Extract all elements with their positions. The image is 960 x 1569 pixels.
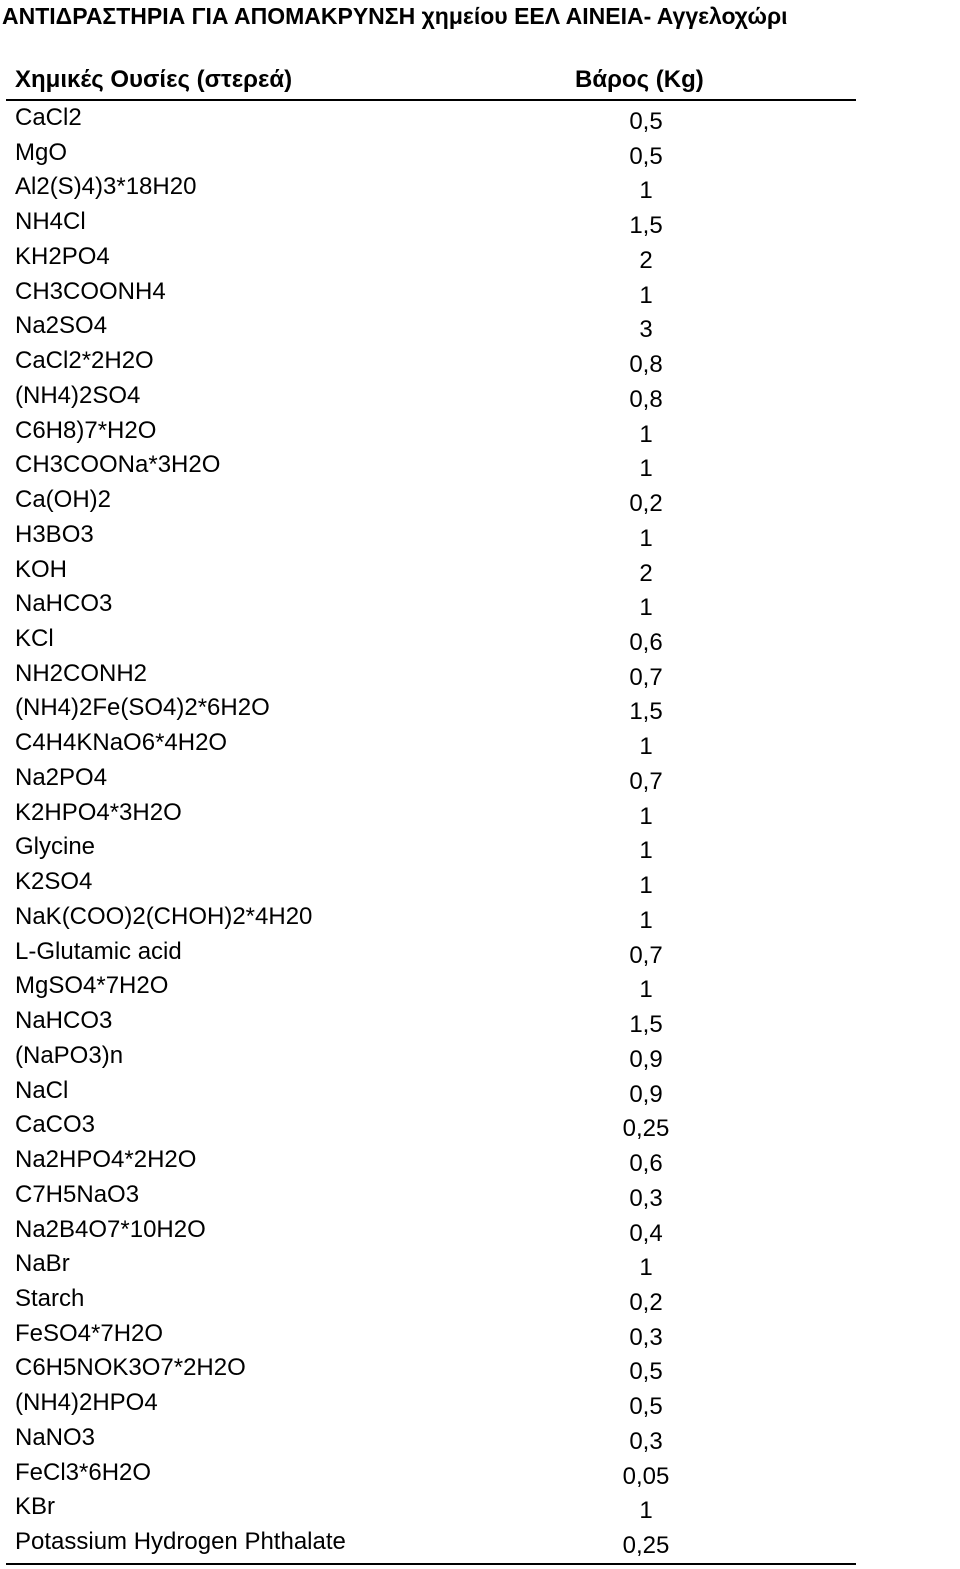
- table-row: [0, 1493, 860, 1528]
- chemical-weight: 2: [639, 246, 653, 274]
- chemical-weight: 0,8: [629, 385, 663, 413]
- table-row: [0, 729, 860, 764]
- chemical-weight: 1,5: [629, 698, 663, 726]
- chemical-weight: 2: [639, 559, 653, 587]
- chemical-name: FeSO4*7H2O: [15, 1319, 164, 1347]
- chemical-name: CaCO3: [15, 1111, 96, 1139]
- table-row: [0, 486, 860, 521]
- chemical-weight: 1: [639, 733, 653, 761]
- table-row: [0, 799, 860, 834]
- table-row: [0, 104, 860, 139]
- chemical-weight: 1: [639, 281, 653, 309]
- chemical-name: MgO: [15, 138, 68, 166]
- chemical-weight: 0,5: [629, 108, 663, 135]
- chemical-name: KBr: [15, 1493, 56, 1521]
- chemical-weight: 0,7: [629, 941, 663, 969]
- chemical-name: CaCl2*2H2O: [15, 347, 154, 375]
- table-row: [0, 1424, 860, 1459]
- table-row: [0, 139, 860, 174]
- table-row: [0, 347, 860, 382]
- chemical-name: MgSO4*7H2O: [15, 972, 169, 1000]
- table-row: [0, 1216, 860, 1251]
- chemical-weight: 1: [639, 976, 653, 1004]
- chemical-weight: 1: [639, 177, 653, 205]
- table-row: [0, 1181, 860, 1216]
- chemical-weight: 0,6: [629, 1150, 663, 1178]
- chemical-weight: 0,7: [629, 767, 663, 795]
- chemical-name: KCl: [15, 625, 54, 653]
- chemical-weight: 0,3: [629, 1184, 663, 1212]
- chemical-weight: 0,8: [629, 351, 663, 379]
- chemical-name: Glycine: [15, 833, 96, 861]
- chemical-name: C6H8)7*H2O: [15, 416, 157, 444]
- chemical-name: Na2HPO4*2H2O: [15, 1146, 197, 1174]
- table-row: [0, 694, 860, 729]
- chemical-name: NaK(COO)2(CHOH)2*4H20: [15, 902, 313, 930]
- chemical-weight: 1,5: [629, 212, 663, 240]
- chemical-name: NH2CONH2: [15, 659, 148, 687]
- table-header: [0, 64, 856, 100]
- document-title: ΑΝΤΙΔΡΑΣΤΗΡΙΑ ΓΙΑ ΑΠΟΜΑΚΡΥΝΣΗ χημείου ΕΕΛ ΑΙΝΕΙΑ- Αγγελοχώρι: [2, 3, 788, 29]
- table-row: [0, 903, 860, 938]
- chemical-name: Na2SO4: [15, 312, 108, 340]
- chemical-name: C4H4KNaO6*4H2O: [15, 729, 228, 757]
- table-row: [0, 1459, 860, 1494]
- chemical-weight: 0,5: [629, 142, 663, 170]
- table-row: [0, 521, 860, 556]
- chemical-weight: 0,05: [622, 1462, 670, 1490]
- table-row: [0, 382, 860, 417]
- chemical-name: C7H5NaO3: [15, 1180, 140, 1208]
- chemical-name: KOH: [15, 555, 68, 583]
- table-row: [0, 1320, 860, 1355]
- table-bottom-divider: [6, 1563, 856, 1565]
- chemical-weight: 1: [639, 872, 653, 900]
- chemical-weight: 0,4: [629, 1219, 663, 1247]
- chemical-name: NaCl: [15, 1076, 69, 1104]
- chemical-weight: 0,25: [622, 1115, 670, 1143]
- chemical-weight: 1: [639, 455, 653, 483]
- table-row: [0, 1528, 860, 1563]
- table-row: [0, 1250, 860, 1285]
- chemical-name: Starch: [15, 1284, 85, 1312]
- chemical-name: NaBr: [15, 1250, 70, 1278]
- column-header-chemicals: Χημικές Ουσίες (στερεά): [15, 66, 293, 93]
- table-row: [0, 312, 860, 347]
- table-row: [0, 590, 860, 625]
- chemical-weight: 0,3: [629, 1427, 663, 1455]
- chemical-name: K2HPO4*3H2O: [15, 798, 182, 826]
- chemical-weight: 0,7: [629, 663, 663, 691]
- chemical-name: NH4Cl: [15, 208, 86, 236]
- table-row: [0, 764, 860, 799]
- table-row: [0, 1285, 860, 1320]
- chemical-name: L-Glutamic acid: [15, 937, 182, 965]
- table-row: [0, 417, 860, 452]
- chemical-name: KH2PO4: [15, 242, 110, 270]
- chemical-weight: 0,3: [629, 1323, 663, 1351]
- chemical-name: (NH4)2SO4: [15, 381, 141, 409]
- table-row: [0, 1077, 860, 1112]
- chemical-weight: 1: [639, 594, 653, 622]
- chemical-name: Al2(S)4)3*18H20: [15, 173, 197, 201]
- chemical-weight: 0,2: [629, 1288, 663, 1316]
- chemical-name: (NaPO3)n: [15, 1041, 124, 1069]
- chemical-weight: 3: [639, 316, 653, 344]
- table-row: [0, 556, 860, 591]
- chemical-name: CH3COONH4: [15, 277, 166, 305]
- chemical-weight: 1: [639, 1497, 653, 1525]
- header-divider: [6, 99, 856, 101]
- table-row: [0, 451, 860, 486]
- chemical-weight: 1: [639, 906, 653, 934]
- table-row: [0, 278, 860, 313]
- chemical-weight: 0,2: [629, 490, 663, 518]
- chemical-weight: 1: [639, 1254, 653, 1282]
- chemical-name: Na2PO4: [15, 763, 108, 791]
- chemical-name: Na2B4O7*10H2O: [15, 1215, 206, 1243]
- chemical-weight: 0,9: [629, 1045, 663, 1073]
- chemical-weight: 0,9: [629, 1080, 663, 1108]
- chemical-name: Potassium Hydrogen Phthalate: [15, 1528, 346, 1556]
- table-row: [0, 1007, 860, 1042]
- chemical-weight: 1: [639, 420, 653, 448]
- table-row: [0, 1354, 860, 1389]
- table-row: [0, 173, 860, 208]
- chemical-name: C6H5NOK3O7*2H2O: [15, 1354, 246, 1382]
- table-row: [0, 1042, 860, 1077]
- table-row: [0, 625, 860, 660]
- chemical-weight: 0,25: [622, 1532, 670, 1560]
- chemical-name: K2SO4: [15, 868, 93, 896]
- column-header-weight: Βάρος (Kg): [575, 66, 704, 93]
- table-row: [0, 972, 860, 1007]
- chemical-weight: 1: [639, 837, 653, 865]
- chemical-weight: 0,5: [629, 1393, 663, 1421]
- chemical-weight: 0,5: [629, 1358, 663, 1386]
- chemical-name: CaCl2: [15, 104, 82, 131]
- table-row: [0, 1111, 860, 1146]
- chemical-name: NaHCO3: [15, 590, 113, 618]
- chemical-weight: 1: [639, 524, 653, 552]
- chemicals-table: [0, 104, 860, 1563]
- table-row: [0, 833, 860, 868]
- chemical-name: NaNO3: [15, 1423, 96, 1451]
- table-row: [0, 1146, 860, 1181]
- table-row: [0, 208, 860, 243]
- chemical-name: (NH4)2Fe(SO4)2*6H2O: [15, 694, 270, 722]
- chemical-name: H3BO3: [15, 520, 94, 548]
- table-row: [0, 938, 860, 973]
- chemical-weight: 0,6: [629, 629, 663, 657]
- table-row: [0, 868, 860, 903]
- chemical-name: (NH4)2HPO4: [15, 1389, 158, 1417]
- chemical-name: FeCl3*6H2O: [15, 1458, 152, 1486]
- chemical-name: Ca(OH)2: [15, 486, 112, 514]
- chemical-name: NaHCO3: [15, 1007, 113, 1035]
- table-row: [0, 243, 860, 278]
- table-row: [0, 1389, 860, 1424]
- chemical-weight: 1,5: [629, 1011, 663, 1039]
- chemical-name: CH3COONa*3H2O: [15, 451, 221, 479]
- chemical-weight: 1: [639, 802, 653, 830]
- table-row: [0, 660, 860, 695]
